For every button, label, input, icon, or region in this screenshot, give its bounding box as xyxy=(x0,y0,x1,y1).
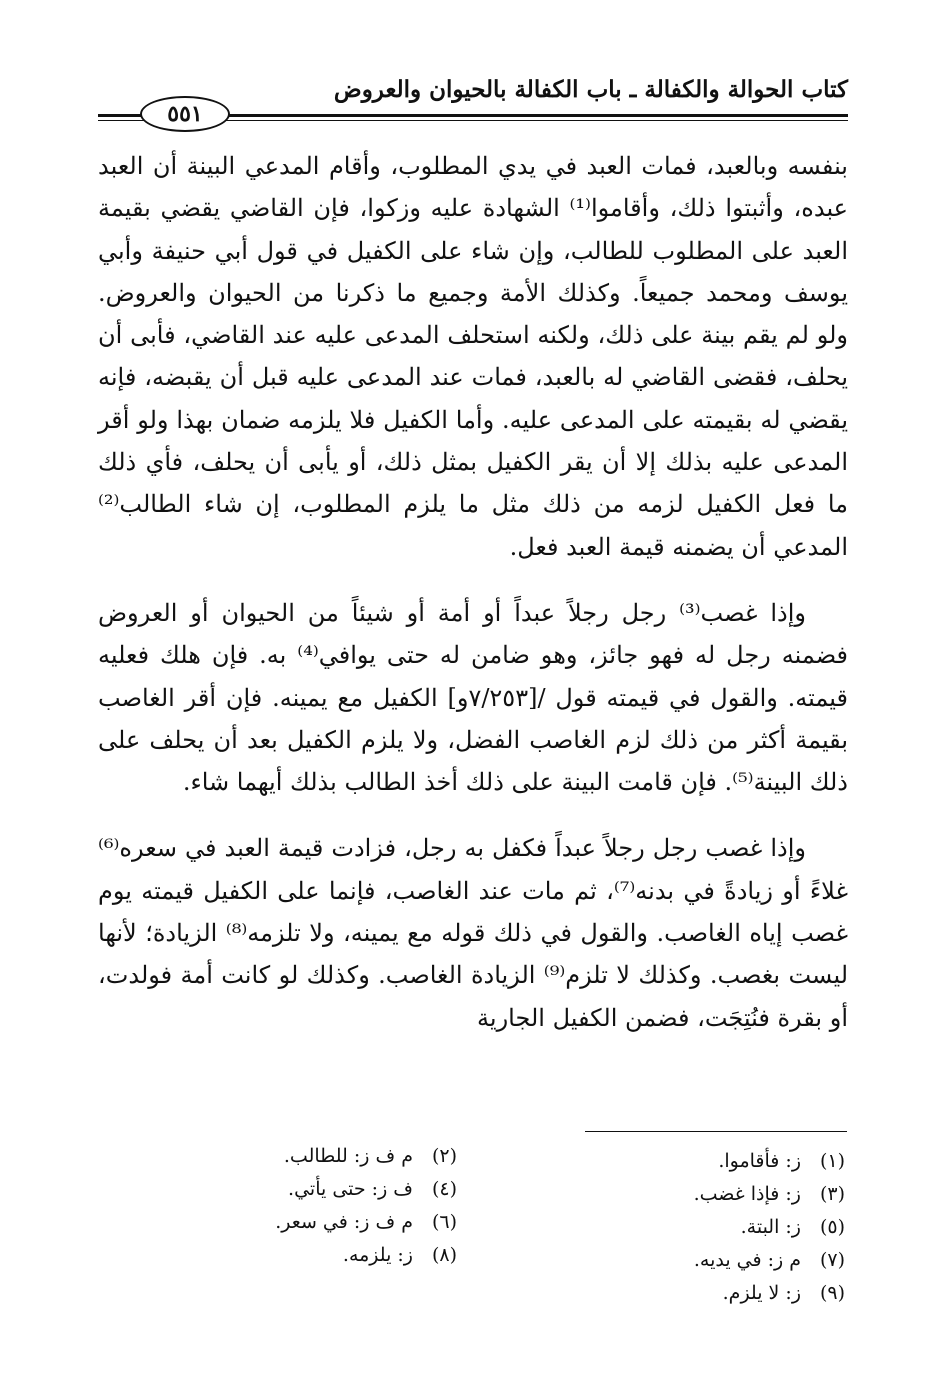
footnote-number: (١) xyxy=(819,1150,845,1172)
footnote-text: ز: البتة. xyxy=(740,1216,801,1238)
paragraph: بنفسه وبالعبد، فمات العبد في يدي المطلوب، وأقام المدعي البينة أن العبد عبده، وأثبتوا ذلك، وأقاموا⁽¹⁾ الشهادة عليه وزكوا، فإن القاضي يقضي بقيمة العبد على المطلوب للطالب، وإن شاء على الكفيل في قول أبي حنيفة وأبي يوسف ومحمد جميعاً. وكذلك الأمة وجميع ما ذكرنا من الحيوان والعروض. ولو لم يقم بينة على ذلك، ولكنه استحلف المدعى عليه عند القاضي، فأبى أن يحلف، فقضى القاضي له بالعبد، فمات عند المدعى عليه قبل أن يقبضه، فإنه يقضي له بقيمته على المدعى عليه. وأما الكفيل فلا يلزمه ضمان بهذا ولو أقر المدعى عليه بذلك إلا أن يقر الكفيل بمثل ذلك، أو يأبى أن يحلف، فأي ذلك ما فعل الكفيل لزمه من ذلك مثل ما يلزم المطلوب، إن شاء الطالب⁽²⁾ المدعي أن يضمنه قيمة العبد فعل. xyxy=(98,152,849,561)
footnote-text: م ف ز: للطالب. xyxy=(283,1145,413,1167)
footnotes-left-column xyxy=(177,1140,457,1272)
paragraph: وإذا غصب⁽³⁾ رجل رجلاً عبداً أو أمة أو شيئاً من الحيوان أو العروض فضمنه رجل له فهو جائز، وهو ضامن له حتى يوافي⁽⁴⁾ به. فإن هلك فعليه قيمته. والقول في قيمته قول /[٧/٢٥٣و] الكفيل مع يمينه. فإن أقر الغاصب بقيمة أكثر من ذلك لزم الغاصب الفضل، ولا يلزم الكفيل بعد أن يحلف على ذلك البينة⁽⁵⁾. فإن قامت البينة على ذلك أخذ الطالب بذلك أيهما شاء. xyxy=(98,598,849,797)
footnote xyxy=(177,1140,457,1173)
footnote-text: ز: لا يلزم. xyxy=(722,1282,801,1304)
chapter-title: كتاب الحوالة والكفالة ـ باب الكفالة بالحيوان والعروض xyxy=(333,76,848,103)
footnote-text: م ز: في يديه. xyxy=(693,1249,801,1271)
footnote-text: ف ز: حتى يأتي. xyxy=(288,1178,413,1200)
running-header xyxy=(98,70,848,128)
footnote-number: (٣) xyxy=(819,1183,845,1205)
footnote-text: م ف ز: في سعر. xyxy=(275,1211,413,1233)
footnote xyxy=(565,1244,845,1277)
footnote-number: (٤) xyxy=(431,1178,457,1200)
footnote xyxy=(565,1277,845,1310)
footnote xyxy=(177,1173,457,1206)
footnote xyxy=(177,1239,457,1272)
footnote-number: (٢) xyxy=(431,1145,457,1167)
footnote-number: (٥) xyxy=(819,1216,845,1238)
footnote-separator xyxy=(585,1131,847,1132)
footnote-number: (٧) xyxy=(819,1249,845,1271)
footnote-text: ز: يلزمه. xyxy=(342,1244,413,1266)
footnote-number: (٦) xyxy=(431,1211,457,1233)
footnote-number: (٨) xyxy=(431,1244,457,1266)
footnote-text: ز: فأقاموا. xyxy=(718,1150,801,1172)
paragraph: وإذا غصب رجل رجلاً عبداً فكفل به رجل، فزادت قيمة العبد في سعره⁽⁶⁾ غلاءً أو زيادةً في بدنه⁽⁷⁾، ثم مات عند الغاصب، فإنما على الكفيل قيمته يوم غصب إياه الغاصب. والقول في ذلك قوله مع يمينه، ولا تلزمه⁽⁸⁾ الزيادة؛ لأنها ليست بغصب. وكذلك لا تلزم⁽⁹⁾ الزيادة الغاصب. وكذلك لو كانت أمة فولدت، أو بقرة فنُتِجَت، فضمن الكفيل الجارية xyxy=(98,834,849,1032)
footnote-number: (٩) xyxy=(819,1282,845,1304)
footnote-text: ز: فإذا غضب. xyxy=(693,1183,801,1205)
main-text xyxy=(98,145,848,1063)
footnote xyxy=(565,1145,845,1178)
page-number: ٥٥١ xyxy=(140,96,230,132)
footnotes-right-column xyxy=(565,1145,845,1310)
footnote xyxy=(565,1178,845,1211)
footnote xyxy=(177,1206,457,1239)
footnote xyxy=(565,1211,845,1244)
